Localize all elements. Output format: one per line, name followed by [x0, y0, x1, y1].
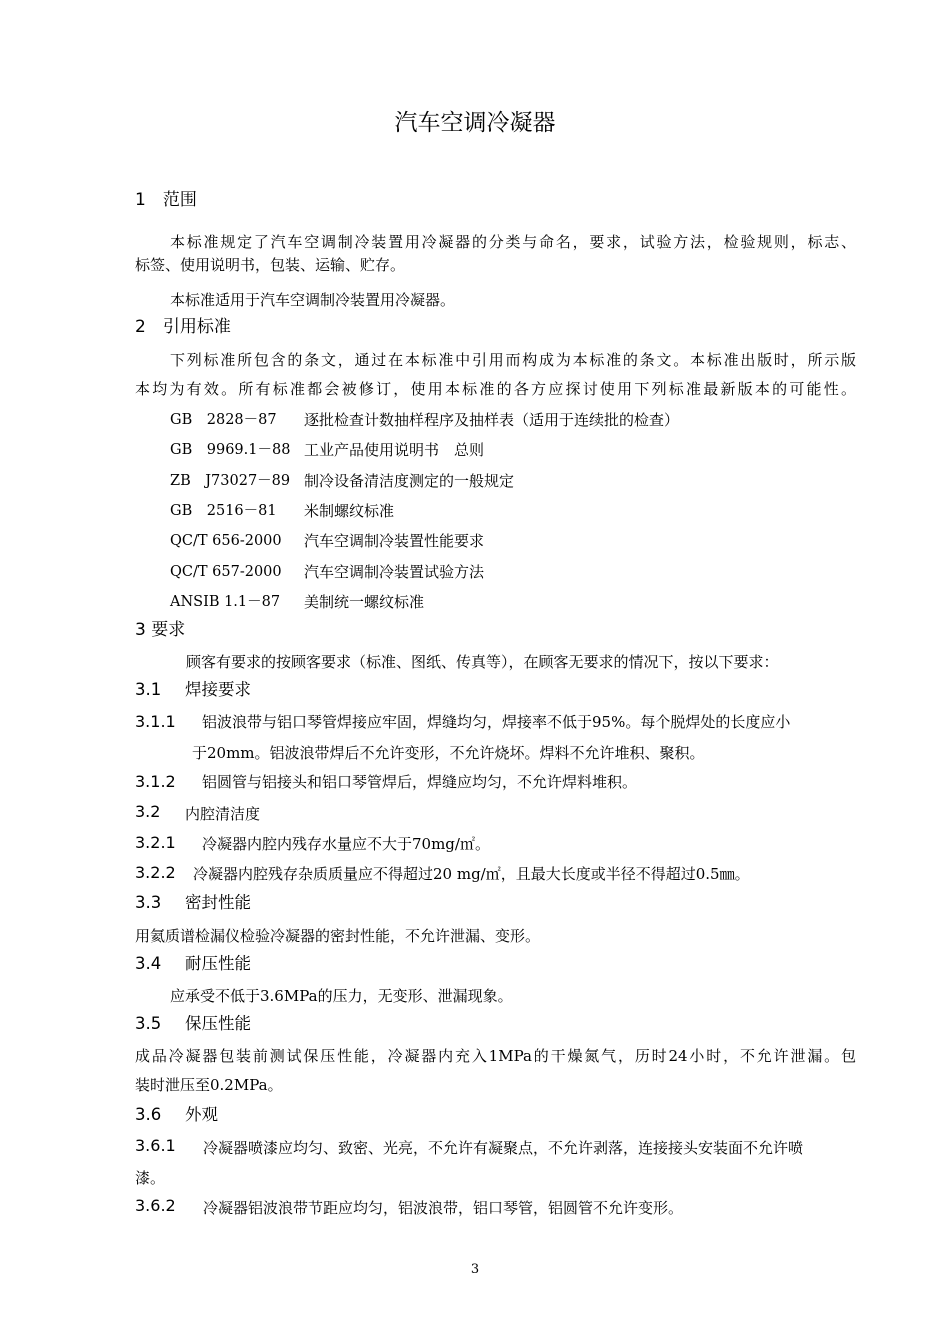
ref-code: GB 2516－81: [170, 503, 277, 519]
section-3-6-number: 3.6: [135, 1105, 162, 1124]
section-1-paragraph-2: 本标准适用于汽车空调制冷装置用冷凝器。: [170, 291, 456, 309]
section-3-2-1-number: 3.2.1: [135, 833, 176, 852]
section-3-6-1-line-2: 漆。: [135, 1169, 166, 1187]
section-3-3-text: 用氦质谱检漏仪检验冷凝器的密封性能，不允许泄漏、变形。: [135, 927, 541, 945]
section-3-6-2-number: 3.6.2: [135, 1196, 176, 1215]
section-3-intro: 顾客有要求的按顾客要求（标准、图纸、传真等），在顾客无要求的情况下，按以下要求：: [186, 653, 779, 671]
ref-code: GB 9969.1－88: [170, 442, 291, 458]
ref-title: 美制统一螺纹标准: [304, 593, 425, 611]
section-3-1-1-line-1: 铝波浪带与铝口琴管焊接应牢固，焊缝均匀，焊接率不低于95%。每个脱焊处的长度应小: [202, 713, 791, 731]
section-1-paragraph-1-line-2: 标签、使用说明书，包装、运输、贮存。: [135, 256, 406, 274]
section-3-1-1-number: 3.1.1: [135, 712, 176, 731]
section-3-4-number: 3.4: [135, 954, 162, 973]
section-1-paragraph-1-line-1: 本标准规定了汽车空调制冷装置用冷凝器的分类与命名，要求，试验方法，检验规则，标志、: [170, 233, 856, 251]
section-3-1-2-number: 3.1.2: [135, 772, 176, 791]
section-2-paragraph-line-1: 下列标准所包含的条文，通过在本标准中引用而构成为本标准的条文。本标准出版时，所示版: [170, 351, 856, 369]
section-3-2-1-text: 冷凝器内腔内残存水量应不大于70mg/㎡。: [202, 835, 490, 853]
section-3-3-number: 3.3: [135, 893, 162, 912]
section-3-2-title: 内腔清洁度: [185, 805, 261, 823]
section-3-2-2-text: 冷凝器内腔残存杂质质量应不得超过20 mg/㎡，且最大长度或半径不得超过0.5㎜。: [193, 865, 750, 883]
section-2-paragraph-line-2: 本均为有效。所有标准都会被修订，使用本标准的各方应探讨使用下列标准最新版本的可能性。: [135, 380, 856, 398]
section-3-1-title: 焊接要求: [185, 680, 251, 699]
section-2-heading: 2 引用标准: [135, 317, 231, 337]
ref-code: QC/T 657-2000: [170, 564, 282, 580]
section-3-6-1-number: 3.6.1: [135, 1136, 176, 1155]
section-3-5-title: 保压性能: [185, 1014, 251, 1033]
section-3-1-1-line-2: 于20mm。铝波浪带焊后不允许变形，不允许烧坏。焊料不允许堆积、聚积。: [192, 744, 705, 762]
ref-title: 汽车空调制冷装置试验方法: [304, 563, 485, 581]
section-3-6-1-line-1: 冷凝器喷漆应均匀、致密、光亮，不允许有凝聚点，不允许剥落，连接接头安装面不允许喷: [203, 1139, 804, 1157]
ref-code: QC/T 656-2000: [170, 533, 282, 549]
section-3-5-number: 3.5: [135, 1014, 162, 1033]
ref-title: 米制螺纹标准: [304, 502, 395, 520]
ref-title: 工业产品使用说明书 总则: [304, 441, 485, 459]
section-3-4-text: 应承受不低于3.6MPa的压力，无变形、泄漏现象。: [170, 987, 513, 1005]
ref-title: 逐批检查计数抽样程序及抽样表（适用于连续批的检查）: [304, 411, 680, 429]
section-3-1-number: 3.1: [135, 680, 162, 699]
section-1-heading: 1 范围: [135, 190, 197, 210]
document-title: 汽车空调冷凝器: [394, 110, 556, 136]
section-3-heading: 3 要求: [135, 620, 186, 640]
section-3-2-2-number: 3.2.2: [135, 863, 176, 882]
section-3-3-title: 密封性能: [185, 893, 251, 912]
section-3-1-2-text: 铝圆管与铝接头和铝口琴管焊后，焊缝应均匀，不允许焊料堆积。: [202, 773, 638, 791]
section-3-6-2-text: 冷凝器铝波浪带节距应均匀，铝波浪带，铝口琴管，铝圆管不允许变形。: [203, 1199, 684, 1217]
ref-title: 汽车空调制冷装置性能要求: [304, 532, 485, 550]
section-3-4-title: 耐压性能: [185, 954, 251, 973]
page-number: 3: [470, 1262, 480, 1277]
section-3-2-number: 3.2: [135, 802, 161, 821]
ref-code: ZB J73027－89: [170, 473, 291, 489]
section-3-5-line-2: 装时泄压至0.2MPa。: [135, 1076, 283, 1094]
section-3-6-title: 外观: [185, 1105, 218, 1124]
ref-code: ANSIB 1.1－87: [170, 594, 281, 610]
ref-code: GB 2828－87: [170, 412, 277, 428]
section-3-5-line-1: 成品冷凝器包装前测试保压性能，冷凝器内充入1MPa的干燥氮气，历时24小时，不允许泄漏。包: [135, 1047, 856, 1065]
ref-title: 制冷设备清洁度测定的一般规定: [304, 472, 515, 490]
